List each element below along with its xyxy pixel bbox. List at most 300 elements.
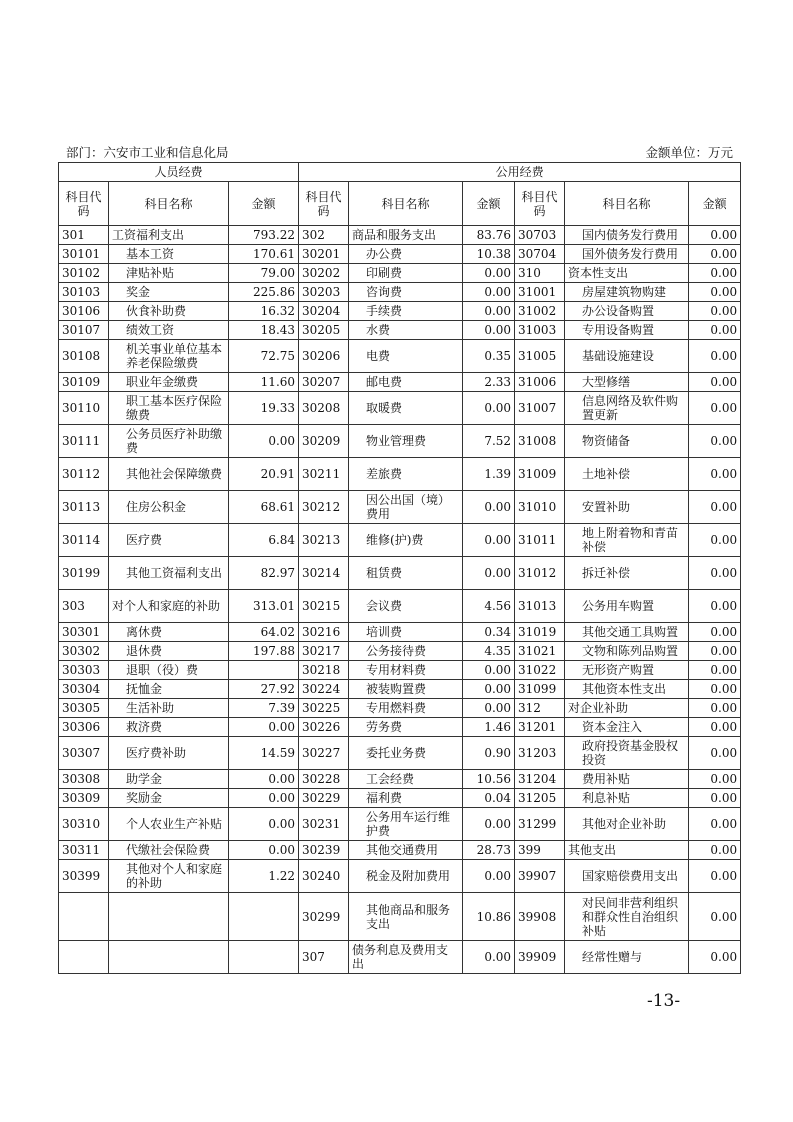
item-code — [59, 893, 109, 941]
item-code: 30201 — [299, 245, 349, 264]
item-code: 30229 — [299, 789, 349, 808]
table-row — [59, 680, 741, 699]
item-name: 退休费 — [109, 642, 229, 661]
item-code: 30213 — [299, 524, 349, 557]
item-code: 30103 — [59, 283, 109, 302]
item-name: 办公设备购置 — [565, 302, 689, 321]
item-name: 培训费 — [349, 623, 463, 642]
item-name: 工会经费 — [349, 770, 463, 789]
item-amount: 0.00 — [689, 642, 741, 661]
item-code: 30206 — [299, 340, 349, 373]
department-label: 部门：六安市工业和信息化局 — [66, 145, 229, 160]
item-code: 31007 — [515, 392, 565, 425]
item-name: 房屋建筑物购建 — [565, 283, 689, 302]
item-name: 国内债务发行费用 — [565, 226, 689, 245]
item-name: 医疗费 — [109, 524, 229, 557]
item-name: 公务用车购置 — [565, 590, 689, 623]
item-amount: 1.46 — [463, 718, 515, 737]
item-code: 30208 — [299, 392, 349, 425]
item-amount: 0.00 — [689, 392, 741, 425]
item-amount: 170.61 — [229, 245, 299, 264]
item-name: 商品和服务支出 — [349, 226, 463, 245]
item-name: 邮电费 — [349, 373, 463, 392]
item-name: 税金及附加费用 — [349, 860, 463, 893]
item-amount: 0.04 — [463, 789, 515, 808]
item-amount: 0.00 — [229, 841, 299, 860]
table-row — [59, 340, 741, 373]
item-name: 政府投资基金股权投资 — [565, 737, 689, 770]
item-code: 301 — [59, 226, 109, 245]
item-amount: 83.76 — [463, 226, 515, 245]
item-amount: 0.00 — [689, 841, 741, 860]
item-amount: 0.00 — [463, 392, 515, 425]
amount-header: 金额 — [463, 182, 515, 226]
item-code: 30205 — [299, 321, 349, 340]
item-name: 水费 — [349, 321, 463, 340]
item-name: 其他资本性支出 — [565, 680, 689, 699]
item-name: 电费 — [349, 340, 463, 373]
item-name: 其他工资福利支出 — [109, 557, 229, 590]
item-amount: 0.35 — [463, 340, 515, 373]
item-amount: 82.97 — [229, 557, 299, 590]
item-amount: 0.00 — [689, 524, 741, 557]
item-code: 302 — [299, 226, 349, 245]
item-name: 国家赔偿费用支出 — [565, 860, 689, 893]
item-name: 离休费 — [109, 623, 229, 642]
item-name: 其他支出 — [565, 841, 689, 860]
item-code: 30307 — [59, 737, 109, 770]
item-name: 办公费 — [349, 245, 463, 264]
item-amount: 0.00 — [689, 340, 741, 373]
item-name: 代缴社会保险费 — [109, 841, 229, 860]
item-name: 资本金注入 — [565, 718, 689, 737]
item-amount: 225.86 — [229, 283, 299, 302]
item-code: 31003 — [515, 321, 565, 340]
item-amount — [229, 661, 299, 680]
item-name: 费用补贴 — [565, 770, 689, 789]
name-header: 科目名称 — [349, 182, 463, 226]
item-amount: 0.00 — [463, 321, 515, 340]
item-code: 30704 — [515, 245, 565, 264]
item-name: 基本工资 — [109, 245, 229, 264]
item-code: 30310 — [59, 808, 109, 841]
item-code: 30207 — [299, 373, 349, 392]
item-amount: 0.00 — [689, 860, 741, 893]
item-amount: 64.02 — [229, 623, 299, 642]
item-amount: 0.00 — [689, 590, 741, 623]
item-code: 30107 — [59, 321, 109, 340]
item-name: 信息网络及软件购置更新 — [565, 392, 689, 425]
table-row — [59, 841, 741, 860]
item-name: 其他交通工具购置 — [565, 623, 689, 642]
item-code: 30110 — [59, 392, 109, 425]
item-name: 物资储备 — [565, 425, 689, 458]
item-code: 31299 — [515, 808, 565, 841]
item-name: 取暖费 — [349, 392, 463, 425]
item-name: 因公出国（境）费用 — [349, 491, 463, 524]
item-name: 劳务费 — [349, 718, 463, 737]
item-name: 拆迁补偿 — [565, 557, 689, 590]
item-name: 个人农业生产补贴 — [109, 808, 229, 841]
table-row — [59, 941, 741, 974]
item-name: 绩效工资 — [109, 321, 229, 340]
item-amount: 0.00 — [689, 661, 741, 680]
item-code: 30311 — [59, 841, 109, 860]
item-amount: 0.00 — [463, 524, 515, 557]
item-name: 对个人和家庭的补助 — [109, 590, 229, 623]
item-name: 地上附着物和青苗补偿 — [565, 524, 689, 557]
item-amount: 0.00 — [229, 425, 299, 458]
item-amount: 2.33 — [463, 373, 515, 392]
item-code: 30199 — [59, 557, 109, 590]
item-name: 职工基本医疗保险缴费 — [109, 392, 229, 425]
item-name: 专用材料费 — [349, 661, 463, 680]
item-amount: 0.00 — [229, 718, 299, 737]
item-amount: 0.00 — [463, 860, 515, 893]
item-name: 医疗费补助 — [109, 737, 229, 770]
page-number: -13- — [647, 991, 681, 1011]
item-code: 31019 — [515, 623, 565, 642]
item-amount: 0.00 — [689, 893, 741, 941]
item-code: 30302 — [59, 642, 109, 661]
table-row — [59, 642, 741, 661]
name-header: 科目名称 — [565, 182, 689, 226]
item-amount: 0.00 — [463, 283, 515, 302]
item-code: 30306 — [59, 718, 109, 737]
item-code: 30218 — [299, 661, 349, 680]
item-amount: 0.00 — [689, 770, 741, 789]
item-amount: 14.59 — [229, 737, 299, 770]
item-code: 30239 — [299, 841, 349, 860]
item-amount: 0.00 — [463, 557, 515, 590]
item-amount — [229, 893, 299, 941]
item-amount: 10.86 — [463, 893, 515, 941]
item-amount: 0.00 — [689, 425, 741, 458]
item-name: 救济费 — [109, 718, 229, 737]
item-name: 被装购置费 — [349, 680, 463, 699]
table-row — [59, 524, 741, 557]
item-amount: 0.00 — [689, 245, 741, 264]
item-amount: 793.22 — [229, 226, 299, 245]
item-name: 专用燃料费 — [349, 699, 463, 718]
table-row — [59, 770, 741, 789]
table-row — [59, 893, 741, 941]
item-code: 31009 — [515, 458, 565, 491]
item-amount: 4.56 — [463, 590, 515, 623]
item-name: 委托业务费 — [349, 737, 463, 770]
item-code: 31008 — [515, 425, 565, 458]
item-code: 30303 — [59, 661, 109, 680]
item-amount: 313.01 — [229, 590, 299, 623]
item-name: 其他对个人和家庭的补助 — [109, 860, 229, 893]
table-row — [59, 226, 741, 245]
item-code: 30227 — [299, 737, 349, 770]
item-code: 31022 — [515, 661, 565, 680]
table-row — [59, 860, 741, 893]
item-name: 文物和陈列品购置 — [565, 642, 689, 661]
item-code: 30112 — [59, 458, 109, 491]
item-code: 30703 — [515, 226, 565, 245]
item-code: 39909 — [515, 941, 565, 974]
item-amount: 7.39 — [229, 699, 299, 718]
item-amount: 0.00 — [463, 302, 515, 321]
item-code: 30305 — [59, 699, 109, 718]
item-name: 会议费 — [349, 590, 463, 623]
item-amount: 68.61 — [229, 491, 299, 524]
item-amount: 0.00 — [689, 226, 741, 245]
name-header: 科目名称 — [109, 182, 229, 226]
item-amount: 0.00 — [463, 808, 515, 841]
item-amount: 7.52 — [463, 425, 515, 458]
item-name: 抚恤金 — [109, 680, 229, 699]
item-amount: 0.00 — [689, 302, 741, 321]
item-amount: 197.88 — [229, 642, 299, 661]
item-amount: 11.60 — [229, 373, 299, 392]
item-code: 30216 — [299, 623, 349, 642]
item-name: 住房公积金 — [109, 491, 229, 524]
table-row — [59, 321, 741, 340]
item-amount: 10.56 — [463, 770, 515, 789]
item-name: 职业年金缴费 — [109, 373, 229, 392]
item-amount: 0.00 — [463, 941, 515, 974]
item-code: 30209 — [299, 425, 349, 458]
item-name: 公务员医疗补助缴费 — [109, 425, 229, 458]
item-code: 30211 — [299, 458, 349, 491]
item-code: 31005 — [515, 340, 565, 373]
item-code: 30240 — [299, 860, 349, 893]
item-name: 印刷费 — [349, 264, 463, 283]
item-name: 无形资产购置 — [565, 661, 689, 680]
item-code: 30102 — [59, 264, 109, 283]
table-row — [59, 808, 741, 841]
item-name: 福利费 — [349, 789, 463, 808]
item-amount: 0.00 — [689, 718, 741, 737]
table-body — [59, 226, 741, 974]
item-code: 30217 — [299, 642, 349, 661]
table-row — [59, 264, 741, 283]
item-amount: 0.00 — [463, 661, 515, 680]
table-row — [59, 623, 741, 642]
item-name: 退职（役）费 — [109, 661, 229, 680]
item-code: 30111 — [59, 425, 109, 458]
item-amount: 0.00 — [689, 557, 741, 590]
item-amount: 28.73 — [463, 841, 515, 860]
item-code: 30225 — [299, 699, 349, 718]
item-amount: 0.00 — [463, 680, 515, 699]
personnel-group-header: 人员经费 — [59, 163, 299, 182]
item-code: 30299 — [299, 893, 349, 941]
item-name: 基础设施建设 — [565, 340, 689, 373]
item-name — [109, 941, 229, 974]
table-row — [59, 699, 741, 718]
item-code: 399 — [515, 841, 565, 860]
amount-header: 金额 — [689, 182, 741, 226]
item-amount: 0.00 — [689, 458, 741, 491]
item-code: 39907 — [515, 860, 565, 893]
item-amount — [229, 941, 299, 974]
code-header: 科目代码 — [299, 182, 349, 226]
item-code: 31013 — [515, 590, 565, 623]
item-amount: 20.91 — [229, 458, 299, 491]
item-name: 其他交通费用 — [349, 841, 463, 860]
item-name: 奖励金 — [109, 789, 229, 808]
item-name: 利息补贴 — [565, 789, 689, 808]
item-code: 30202 — [299, 264, 349, 283]
item-name: 咨询费 — [349, 283, 463, 302]
item-name: 津贴补贴 — [109, 264, 229, 283]
item-amount: 72.75 — [229, 340, 299, 373]
item-code: 30114 — [59, 524, 109, 557]
item-code: 31002 — [515, 302, 565, 321]
item-code: 30309 — [59, 789, 109, 808]
item-name: 生活补助 — [109, 699, 229, 718]
table-row — [59, 789, 741, 808]
item-code: 31012 — [515, 557, 565, 590]
item-amount: 0.00 — [689, 283, 741, 302]
item-amount: 1.22 — [229, 860, 299, 893]
item-amount: 0.00 — [689, 808, 741, 841]
item-code: 30301 — [59, 623, 109, 642]
item-amount: 0.00 — [689, 789, 741, 808]
item-name: 奖金 — [109, 283, 229, 302]
item-code: 303 — [59, 590, 109, 623]
table-row — [59, 283, 741, 302]
item-name: 安置补助 — [565, 491, 689, 524]
item-amount: 0.00 — [689, 941, 741, 974]
item-amount: 19.33 — [229, 392, 299, 425]
item-name: 维修(护)费 — [349, 524, 463, 557]
item-code: 30203 — [299, 283, 349, 302]
item-code: 31011 — [515, 524, 565, 557]
item-name: 资本性支出 — [565, 264, 689, 283]
item-amount: 1.39 — [463, 458, 515, 491]
item-name: 助学金 — [109, 770, 229, 789]
item-amount: 4.35 — [463, 642, 515, 661]
item-code: 30224 — [299, 680, 349, 699]
amount-unit-label: 金额单位：万元 — [645, 145, 733, 160]
item-code: 31021 — [515, 642, 565, 661]
item-code: 30231 — [299, 808, 349, 841]
table-row — [59, 661, 741, 680]
item-code: 31010 — [515, 491, 565, 524]
item-code: 30399 — [59, 860, 109, 893]
item-code: 30108 — [59, 340, 109, 373]
item-name: 物业管理费 — [349, 425, 463, 458]
item-amount: 0.00 — [463, 264, 515, 283]
item-name — [109, 893, 229, 941]
item-code: 31001 — [515, 283, 565, 302]
item-amount: 0.00 — [689, 680, 741, 699]
item-code: 30226 — [299, 718, 349, 737]
item-amount: 0.00 — [463, 699, 515, 718]
item-amount: 0.00 — [229, 808, 299, 841]
table-row — [59, 458, 741, 491]
table-row — [59, 392, 741, 425]
table-row — [59, 302, 741, 321]
item-code: 31204 — [515, 770, 565, 789]
item-code: 312 — [515, 699, 565, 718]
item-amount: 27.92 — [229, 680, 299, 699]
item-amount: 0.34 — [463, 623, 515, 642]
item-code: 39908 — [515, 893, 565, 941]
table-row — [59, 373, 741, 392]
item-code: 30215 — [299, 590, 349, 623]
table-row — [59, 491, 741, 524]
item-code: 30106 — [59, 302, 109, 321]
item-code: 30204 — [299, 302, 349, 321]
item-name: 其他商品和服务支出 — [349, 893, 463, 941]
item-code — [59, 941, 109, 974]
item-name: 对民间非营利组织和群众性自治组织补贴 — [565, 893, 689, 941]
item-amount: 0.00 — [229, 789, 299, 808]
item-code: 310 — [515, 264, 565, 283]
item-code: 31205 — [515, 789, 565, 808]
item-name: 其他社会保障缴费 — [109, 458, 229, 491]
table-row — [59, 245, 741, 264]
item-name: 公务用车运行维护费 — [349, 808, 463, 841]
item-name: 土地补偿 — [565, 458, 689, 491]
item-code: 31006 — [515, 373, 565, 392]
item-code: 30228 — [299, 770, 349, 789]
item-code: 31203 — [515, 737, 565, 770]
table-row — [59, 590, 741, 623]
table-row — [59, 718, 741, 737]
item-amount: 6.84 — [229, 524, 299, 557]
amount-header: 金额 — [229, 182, 299, 226]
budget-table — [58, 162, 741, 974]
item-name: 差旅费 — [349, 458, 463, 491]
item-name: 经常性赠与 — [565, 941, 689, 974]
item-amount: 0.00 — [689, 321, 741, 340]
item-amount: 0.00 — [689, 491, 741, 524]
item-amount: 0.00 — [689, 699, 741, 718]
item-name: 公务接待费 — [349, 642, 463, 661]
item-code: 30212 — [299, 491, 349, 524]
item-name: 租赁费 — [349, 557, 463, 590]
item-code: 30109 — [59, 373, 109, 392]
item-name: 伙食补助费 — [109, 302, 229, 321]
item-name: 机关事业单位基本养老保险缴费 — [109, 340, 229, 373]
public-group-header: 公用经费 — [299, 163, 741, 182]
item-name: 债务利息及费用支出 — [349, 941, 463, 974]
item-name: 大型修缮 — [565, 373, 689, 392]
item-amount: 18.43 — [229, 321, 299, 340]
item-code: 30101 — [59, 245, 109, 264]
table-row — [59, 737, 741, 770]
item-code: 30304 — [59, 680, 109, 699]
item-code: 30308 — [59, 770, 109, 789]
item-amount: 10.38 — [463, 245, 515, 264]
item-amount: 0.00 — [229, 770, 299, 789]
item-amount: 16.32 — [229, 302, 299, 321]
item-name: 对企业补助 — [565, 699, 689, 718]
code-header: 科目代码 — [515, 182, 565, 226]
item-code: 307 — [299, 941, 349, 974]
item-name: 国外债务发行费用 — [565, 245, 689, 264]
table-row — [59, 425, 741, 458]
item-name: 手续费 — [349, 302, 463, 321]
item-code: 30214 — [299, 557, 349, 590]
item-amount: 0.00 — [689, 264, 741, 283]
item-amount: 0.90 — [463, 737, 515, 770]
item-code: 30113 — [59, 491, 109, 524]
item-code: 31201 — [515, 718, 565, 737]
item-amount: 0.00 — [689, 373, 741, 392]
item-amount: 0.00 — [689, 737, 741, 770]
item-name: 工资福利支出 — [109, 226, 229, 245]
item-code: 31099 — [515, 680, 565, 699]
code-header: 科目代码 — [59, 182, 109, 226]
